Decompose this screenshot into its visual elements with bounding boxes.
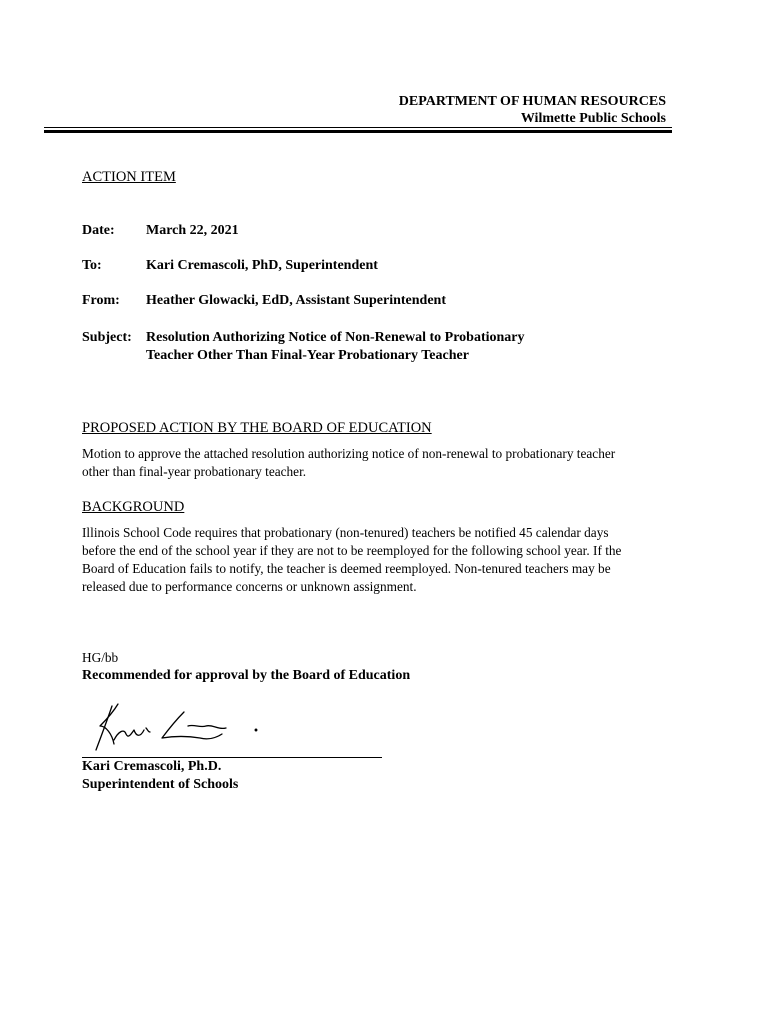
background-text-4: released due to performance concerns or unknown assignment. bbox=[82, 579, 417, 594]
background-text-3: Board of Education fails to notify, the teacher is deemed reemployed. Non-tenured teachers may be bbox=[82, 561, 611, 576]
header-rule-thin bbox=[44, 127, 672, 128]
proposed-action-text-2: other than final-year probationary teacher. bbox=[82, 464, 307, 479]
from-value: Heather Glowacki, EdD, Assistant Superintendent bbox=[146, 293, 446, 308]
action-item-heading: ACTION ITEM bbox=[82, 169, 176, 185]
subject-label: Subject: bbox=[82, 330, 132, 345]
proposed-action-heading: PROPOSED ACTION BY THE BOARD OF EDUCATION bbox=[82, 420, 432, 436]
signer-name: Kari Cremascoli, Ph.D. bbox=[82, 759, 222, 774]
date-label: Date: bbox=[82, 223, 115, 238]
department-title: DEPARTMENT OF HUMAN RESOURCES bbox=[398, 94, 666, 109]
background-text-1: Illinois School Code requires that probationary (non-tenured) teachers be notified 45 calendar days bbox=[82, 525, 609, 540]
date-value: March 22, 2021 bbox=[146, 223, 239, 238]
to-label: To: bbox=[82, 258, 102, 273]
proposed-action-text-1: Motion to approve the attached resolution authorizing notice of non-renewal to probationary teacher bbox=[82, 446, 616, 461]
signature-image bbox=[88, 700, 268, 756]
to-value: Kari Cremascoli, PhD, Superintendent bbox=[146, 258, 378, 273]
from-label: From: bbox=[82, 293, 120, 308]
signer-title: Superintendent of Schools bbox=[82, 777, 239, 792]
initials: HG/bb bbox=[82, 650, 119, 665]
background-text-2: before the end of the school year if they are not to be reemployed for the following school year. If the bbox=[82, 543, 622, 558]
background-heading: BACKGROUND bbox=[82, 499, 185, 515]
subject-line-1: Resolution Authorizing Notice of Non-Renewal to Probationary bbox=[146, 330, 525, 345]
subject-line-2: Teacher Other Than Final-Year Probationary Teacher bbox=[146, 348, 469, 363]
recommendation-text: Recommended for approval by the Board of Education bbox=[82, 668, 411, 683]
organization-name: Wilmette Public Schools bbox=[520, 111, 666, 126]
header-rule-thick bbox=[44, 130, 672, 133]
